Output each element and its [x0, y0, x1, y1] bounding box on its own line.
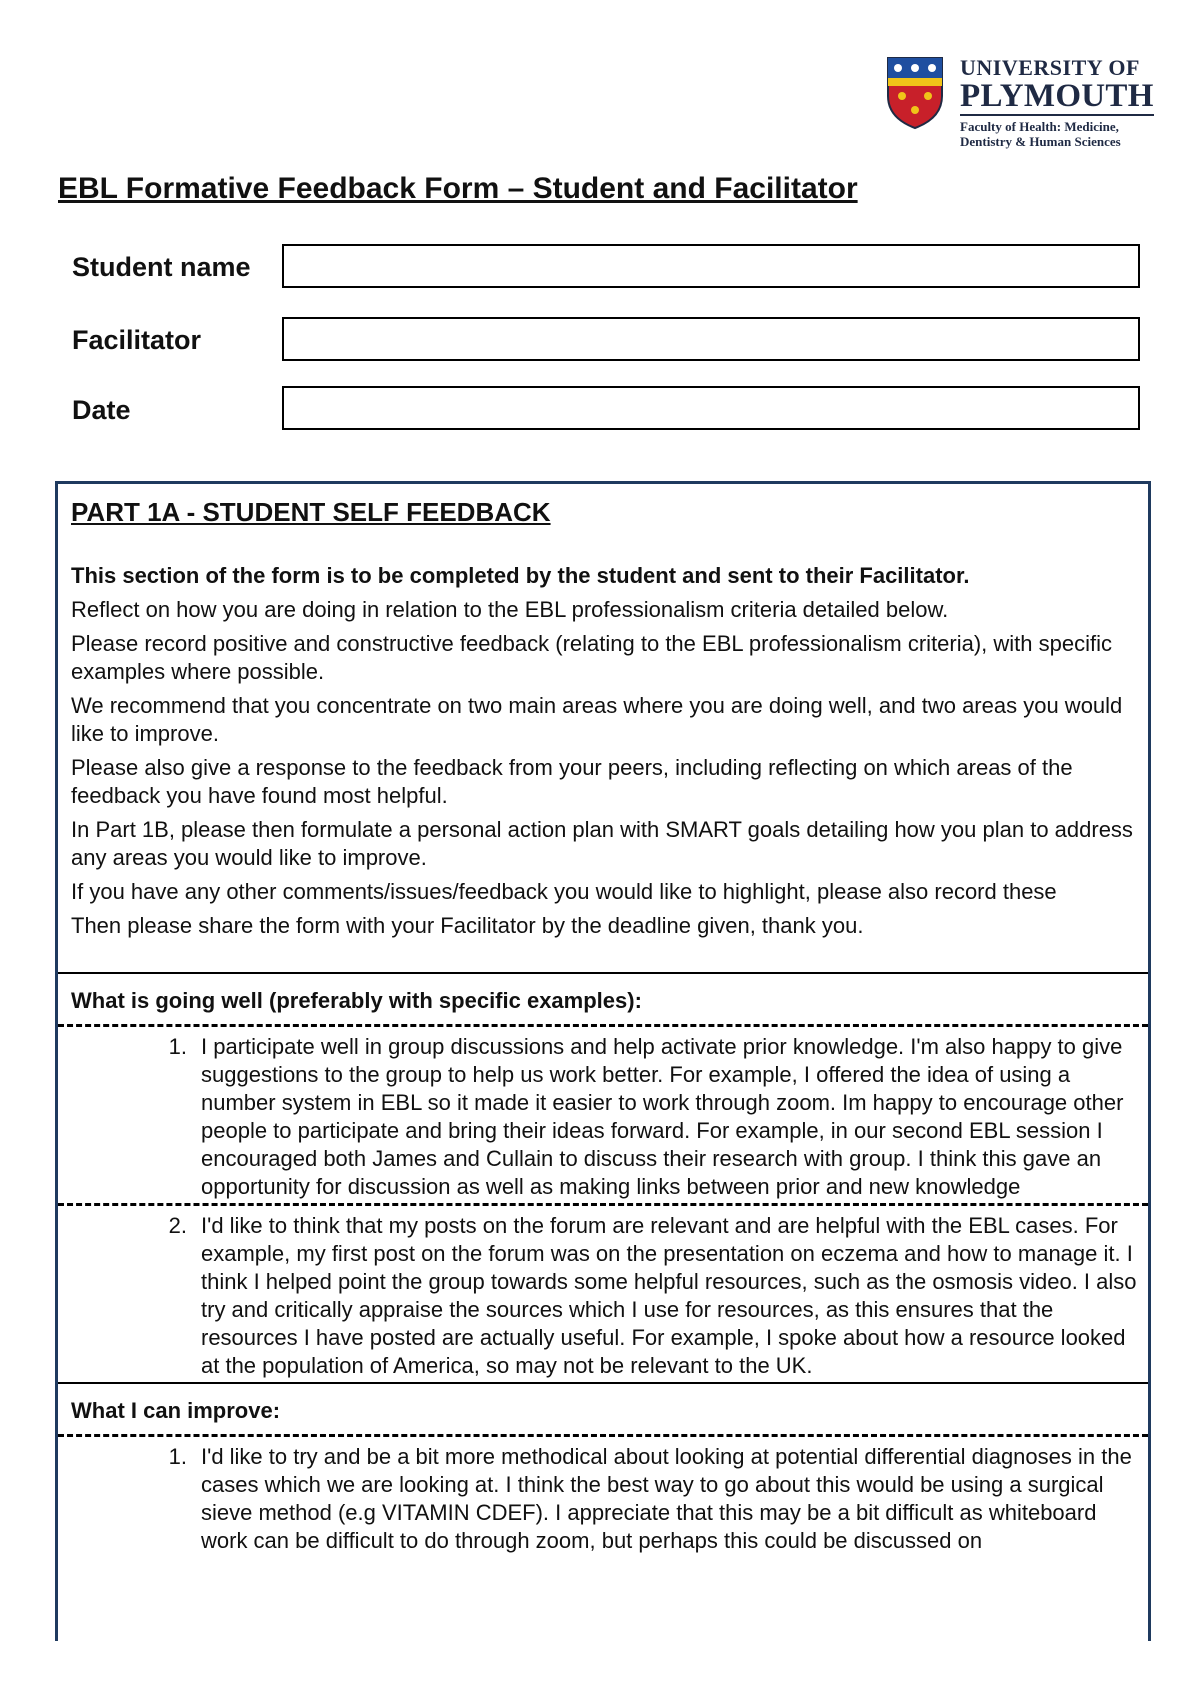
- part-1a-instructions: [71, 562, 1136, 940]
- date-field[interactable]: [282, 386, 1140, 430]
- instruction-paragraph: We recommend that you concentrate on two main areas where you are doing well, and two areas you would like to improve.: [71, 693, 1123, 746]
- university-logo: [886, 55, 1156, 149]
- item-number: 1.: [168, 1034, 187, 1059]
- going-well-item[interactable]: [58, 1027, 1148, 1203]
- part-1a-title: PART 1A - STUDENT SELF FEEDBACK: [71, 497, 551, 527]
- item-number: 1.: [168, 1444, 187, 1469]
- university-crest-icon: [886, 56, 944, 130]
- logo-line-2: PLYMOUTH: [960, 78, 1154, 114]
- instruction-paragraph: Then please share the form with your Facilitator by the deadline given, thank you.: [71, 913, 864, 938]
- student-name-label: Student name: [72, 252, 251, 282]
- going-well-item[interactable]: [58, 1206, 1148, 1382]
- logo-line-1: UNIVERSITY OF: [960, 55, 1140, 80]
- logo-text: [960, 56, 1154, 149]
- instruction-paragraph: If you have any other comments/issues/feedback you would like to highlight, please also record these: [71, 879, 1057, 904]
- improve-item[interactable]: [58, 1437, 1148, 1557]
- item-text: I'd like to think that my posts on the forum are relevant and are helpful with the EBL cases. For example, my first post on the forum was on the presentation on eczema and how to manage it. I think I helped point the group towards some helpful resources, such as the osmosis video. I also try and critically appraise the sources which I use for resources, as this ensures that the resources I have posted are actually useful. For example, I spoke about how a resource looked at the population of America, so may not be relevant to the UK.: [201, 1213, 1137, 1378]
- instruction-bold: This section of the form is to be completed by the student and sent to their Facilitator.: [71, 563, 970, 588]
- item-text: I participate well in group discussions and help activate prior knowledge. I'm also happy to give suggestions to the group to help us work better. For example, I offered the idea of using a number system in EBL so it made it easier to work through zoom. Im happy to encourage other people to participate and bring their ideas forward. For example, in our second EBL session I encouraged both James and Cullain to discuss their research with group. I think this gave an opportunity for discussion as well as making links between prior and new knowledge: [201, 1034, 1124, 1199]
- instruction-paragraph: In Part 1B, please then formulate a personal action plan with SMART goals detailing how you plan to address any areas you would like to improve.: [71, 817, 1133, 870]
- facilitator-label: Facilitator: [72, 325, 202, 355]
- going-well-heading: What is going well (preferably with specific examples):: [58, 972, 1148, 1024]
- student-name-field[interactable]: [282, 244, 1140, 288]
- item-text: I'd like to try and be a bit more methodical about looking at potential differential diagnoses in the cases which we are looking at. I think the best way to go about this would be using a surgical sieve method (e.g VITAMIN CDEF). I appreciate that this may be a bit difficult as whiteboard work can be difficult to do through zoom, but perhaps this could be discussed on: [201, 1444, 1132, 1553]
- facilitator-field[interactable]: [282, 317, 1140, 361]
- instruction-paragraph: Please record positive and constructive feedback (relating to the EBL professionalism criteria), with specific examples where possible.: [71, 631, 1113, 684]
- part-1a-section: [55, 481, 1151, 1641]
- page-title: EBL Formative Feedback Form – Student and Facilitator: [58, 172, 858, 205]
- logo-line-3: Faculty of Health: Medicine,: [960, 119, 1119, 134]
- instruction-paragraph: Please also give a response to the feedback from your peers, including reflecting on which areas of the feedback you have found most helpful.: [71, 755, 1073, 808]
- logo-line-4: Dentistry & Human Sciences: [960, 134, 1121, 149]
- item-number: 2.: [168, 1213, 187, 1238]
- part-1a-header: [58, 484, 1148, 940]
- date-label: Date: [72, 395, 131, 425]
- instruction-paragraph: Reflect on how you are doing in relation to the EBL professionalism criteria detailed below.: [71, 597, 949, 622]
- improve-heading: What I can improve:: [58, 1382, 1148, 1434]
